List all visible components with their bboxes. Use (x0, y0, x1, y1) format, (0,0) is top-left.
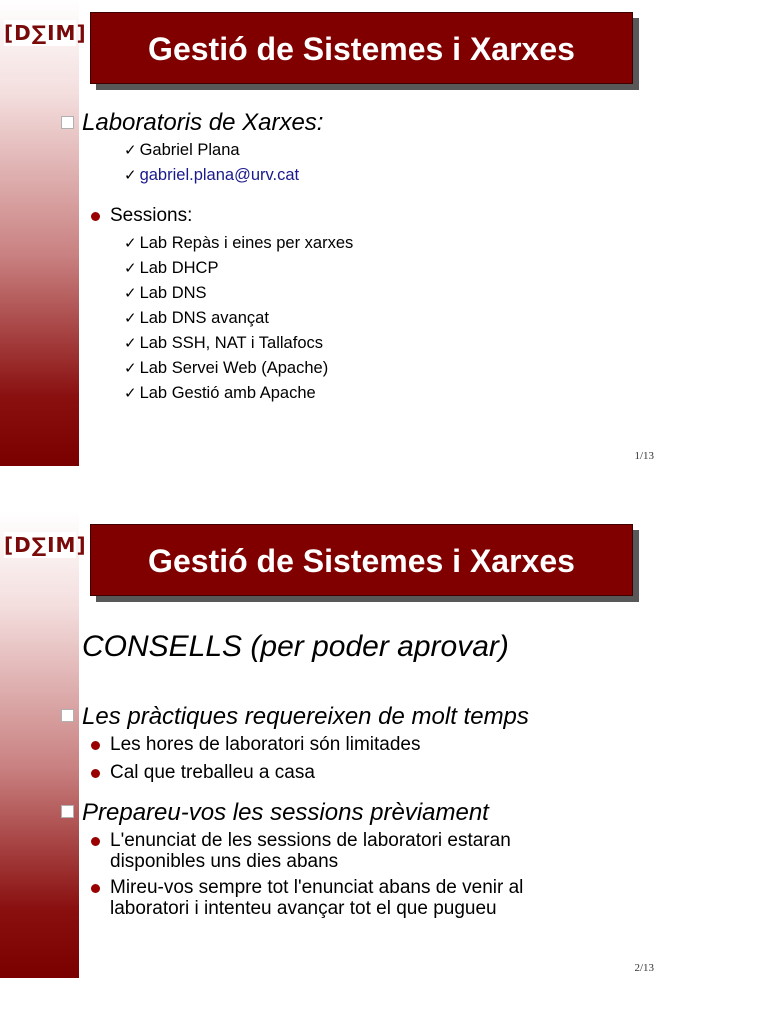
page-number: 1/13 (634, 450, 654, 462)
deim-logo: [D∑IM] (4, 533, 87, 557)
section-item-cont: disponibles uns dies abans (110, 851, 339, 872)
check-icon: ✓ (124, 384, 137, 402)
check-icon: ✓ (124, 141, 137, 159)
advice-heading: CONSELLS (per poder aprovar) (82, 630, 509, 663)
lab-item: ✓ Gabriel Plana (124, 141, 240, 159)
title-box (90, 12, 633, 84)
title-box (90, 524, 633, 596)
check-icon: ✓ (124, 259, 137, 277)
round-bullet-icon (91, 741, 100, 750)
session-item: ✓ Lab Gestió amb Apache (124, 384, 316, 402)
sessions-heading: Sessions: (110, 205, 193, 226)
round-bullet-icon (91, 837, 100, 846)
check-icon: ✓ (124, 334, 137, 352)
round-bullet-icon (91, 884, 100, 893)
section-item: Cal que treballeu a casa (110, 762, 315, 783)
slide-1 (0, 0, 768, 466)
session-item: ✓ Lab DNS avançat (124, 309, 269, 327)
session-item: ✓ Lab Servei Web (Apache) (124, 359, 329, 377)
section-item: Les hores de laboratori són limitades (110, 734, 421, 755)
lab-heading: Laboratoris de Xarxes: (82, 109, 324, 136)
square-bullet-icon (61, 805, 74, 818)
check-icon: ✓ (124, 309, 137, 327)
round-bullet-icon (91, 769, 100, 778)
slide-title: Gestió de Sistemes i Xarxes (148, 543, 575, 579)
check-icon: ✓ (124, 359, 137, 377)
square-bullet-icon (61, 709, 74, 722)
slide-2 (0, 512, 768, 978)
sidebar-gradient (0, 512, 87, 978)
deim-logo: [D∑IM] (4, 21, 87, 45)
check-icon: ✓ (124, 234, 137, 252)
section-title: Prepareu-vos les sessions prèviament (82, 799, 489, 826)
email-link[interactable]: gabriel.plana@urv.cat (139, 166, 300, 184)
check-icon: ✓ (124, 166, 137, 184)
section-item: L'enunciat de les sessions de laboratori estaran (110, 830, 511, 851)
section-title: Les pràctiques requereixen de molt temps (82, 703, 529, 730)
session-item: ✓ Lab DNS (124, 284, 207, 302)
lab-item-email[interactable] (124, 166, 299, 185)
session-item: ✓ Lab Repàs i eines per xarxes (124, 234, 354, 252)
sidebar-gradient (0, 0, 87, 466)
page-number: 2/13 (634, 962, 654, 974)
session-item: ✓ Lab SSH, NAT i Tallafocs (124, 334, 323, 352)
section-item: Mireu-vos sempre tot l'enunciat abans de venir al (110, 877, 524, 898)
session-item: ✓ Lab DHCP (124, 259, 219, 277)
square-bullet-icon (61, 116, 74, 129)
slide-title: Gestió de Sistemes i Xarxes (148, 31, 575, 67)
check-icon: ✓ (124, 284, 137, 302)
section-item-cont: laboratori i intenteu avançar tot el que pugueu (110, 898, 497, 919)
round-bullet-icon (91, 212, 100, 221)
